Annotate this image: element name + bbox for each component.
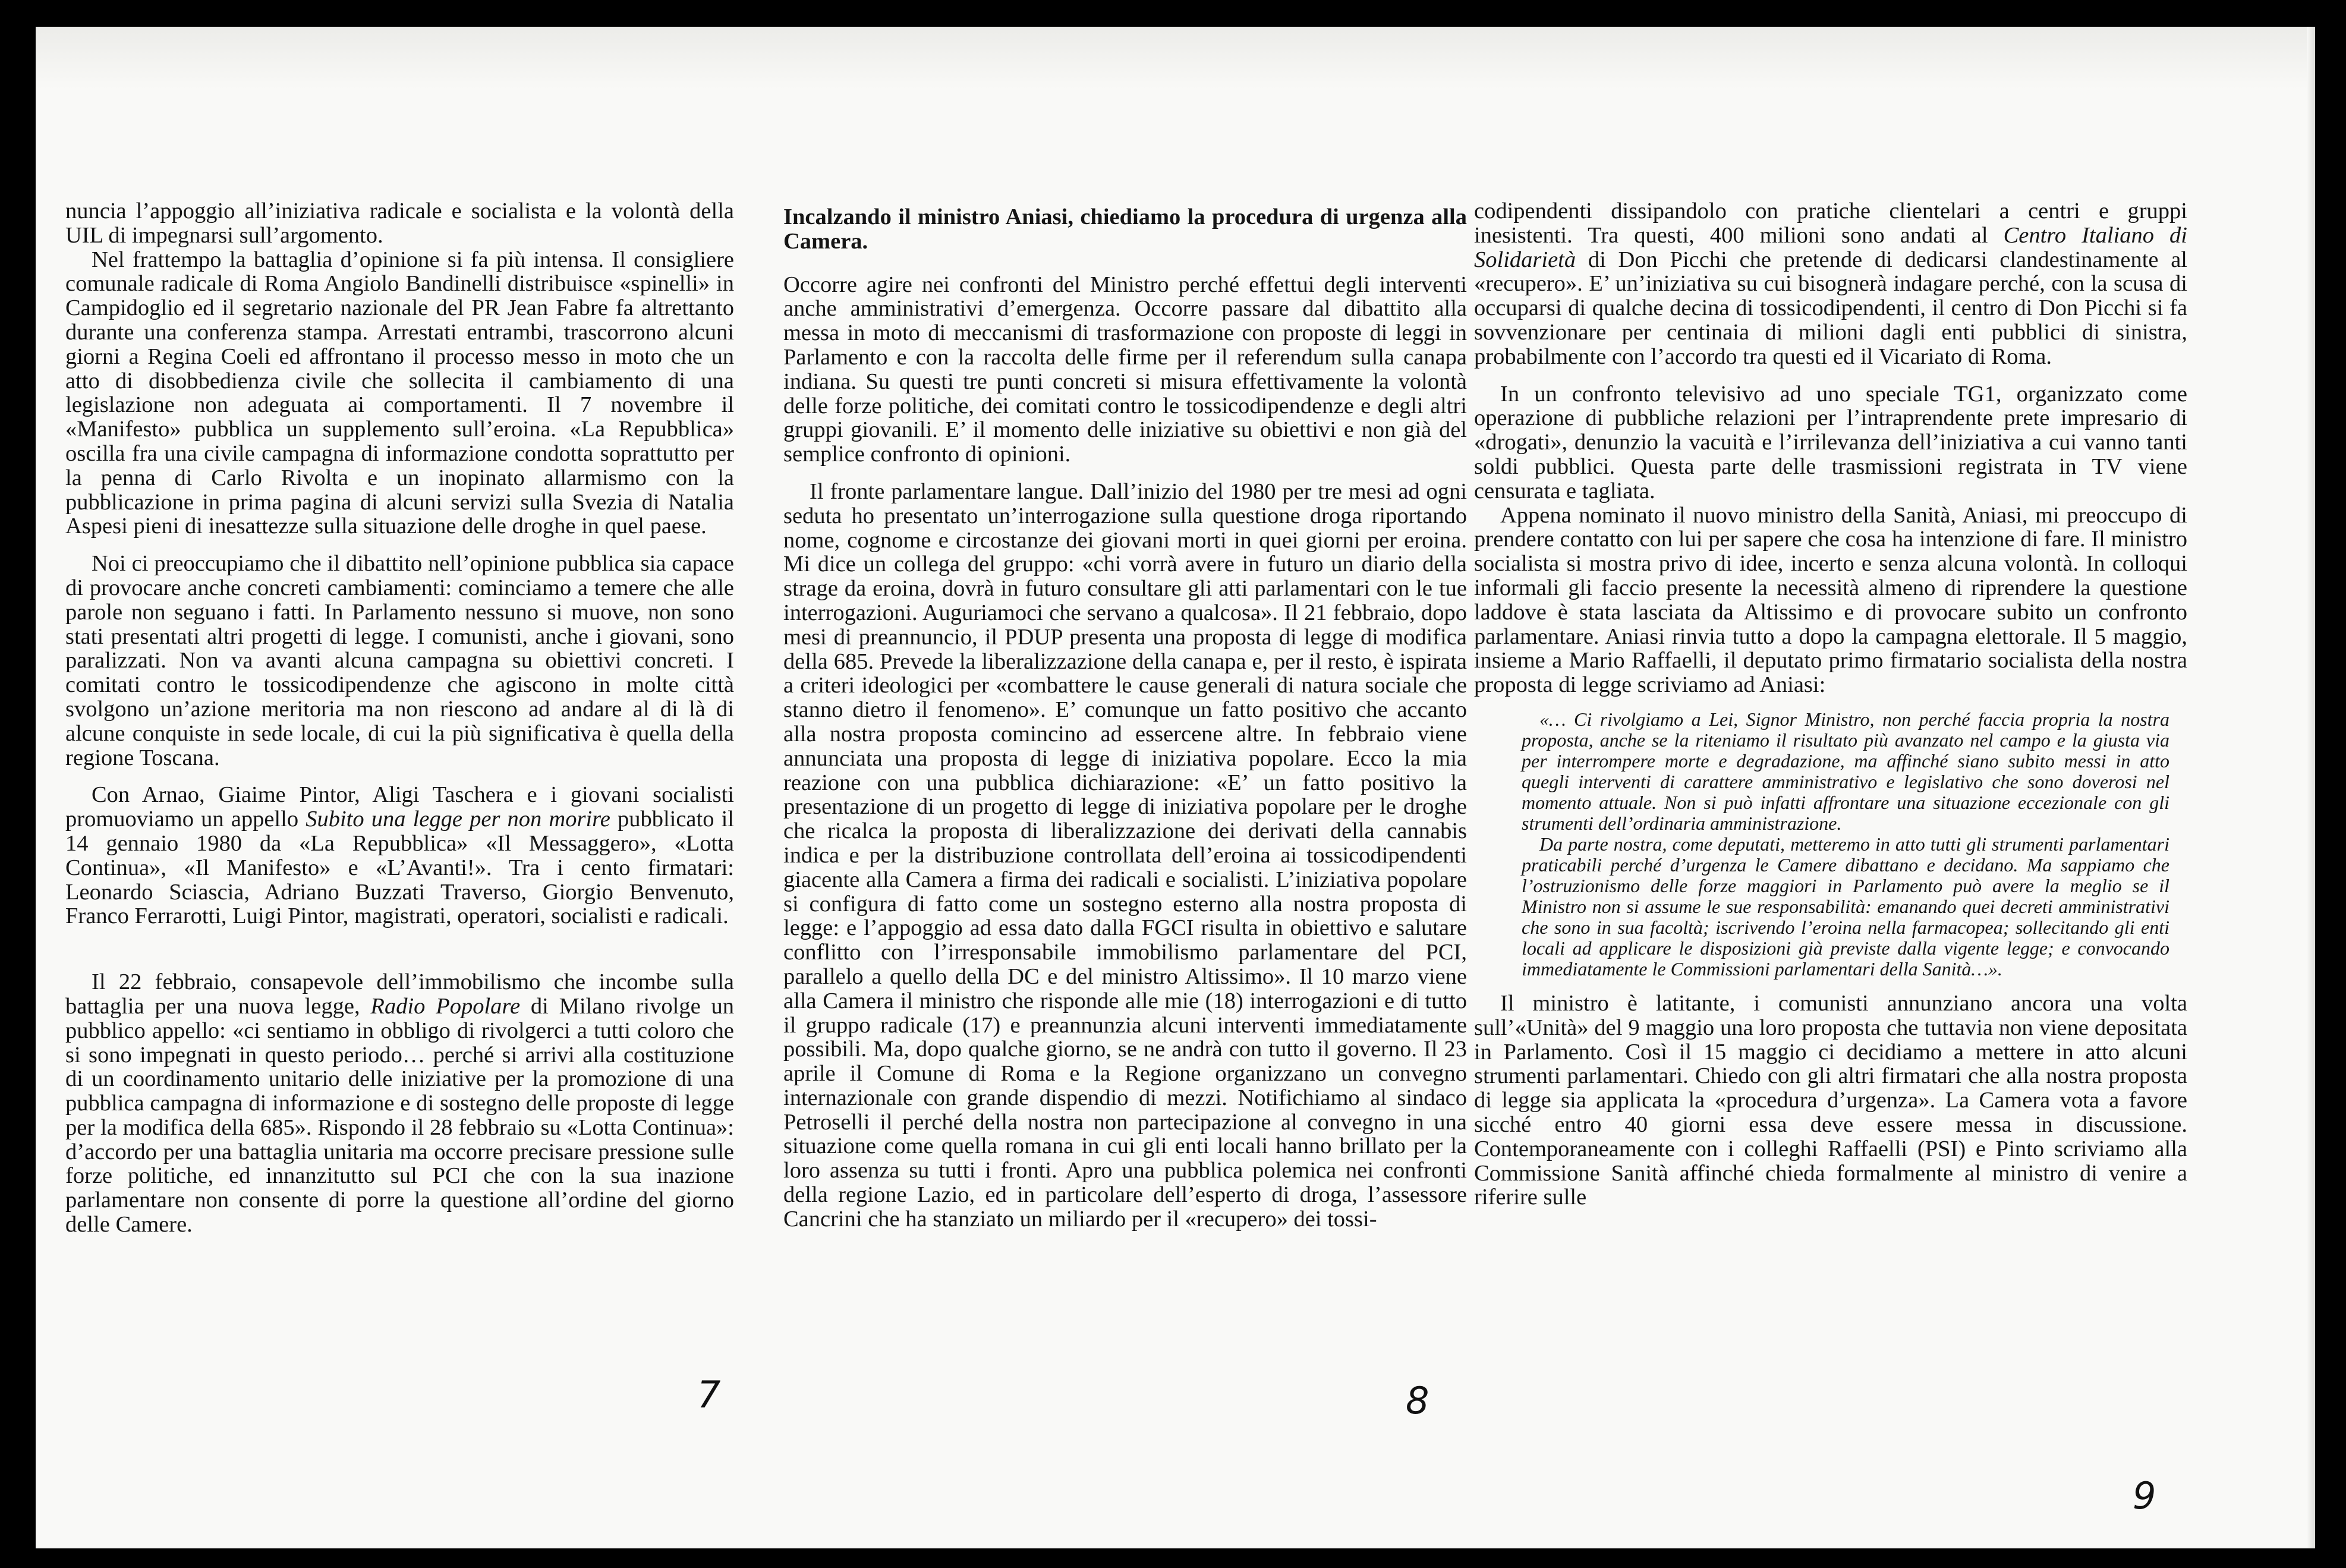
text-run: di Don Picchi che pretende di dedicarsi clandestinamente al «recupero». E’ un’iniziativa su cui bisognerà indagare perché, con la scusa di occuparsi di qualche decina di tossicodipendenti, il centro di Don Picchi si fa sovvenzionare per centinaia di milioni dagli enti pubblici di sinistra, probabilmente con l’accordo tra questi ed il Vicariato di Roma. (1474, 247, 2187, 369)
paragraph (65, 970, 734, 1237)
page-number-8: 8 (1406, 1379, 1429, 1422)
paragraph: Nel frattempo la battaglia d’opinione si fa più intensa. Il consigliere comunale radicale di Roma Angiolo Bandinelli distribuisce «spinelli» in Campidoglio ed il segretario nazionale del PR Jean Fabre fa altrettanto durante una conferenza stampa. Arrestati entrambi, trascorrono alcuni giorni a Regina Coeli ed affrontano il processo messo in moto che un atto di disobbedienza civile che sollecita il cambiamento di una legislazione non adeguata ai comportamenti. Il 7 novembre il «Manifesto» pubblica un supplemento sull’eroina. «La Repubblica» oscilla fra una civile campagna di informazione condotta soprattutto per la penna di Carlo Rivolta e un inopinato allarmismo con la pubblicazione in prima pagina di alcuni servizi sulla Svezia di Natalia Aspesi pieni di inesattezze sulla situazione delle droghe in quel paese. (65, 247, 734, 539)
page-number-7: 7 (697, 1373, 721, 1416)
section-heading: Incalzando il ministro Aniasi, chiediamo la procedura di urgenza alla Camera. (783, 204, 1467, 254)
radio-name: Radio Popolare (370, 993, 521, 1019)
paragraph: In un confronto televisivo ad uno speciale TG1, organizzato come operazione di pubbliche relazioni per l’intraprendente prete impresario di «drogati», denunzio la vacuità e l’irrilevanza dell’iniziativa a cui vanno tanti soldi pubblici. Questa parte delle trasmissioni registrata in TV viene censurata e tagliata. (1474, 381, 2187, 503)
paragraph (1474, 199, 2187, 369)
paragraph: Occorre agire nei confronti del Ministro perché effettui degli interventi anche amministrativi d’emergenza. Occorre passare dal dibattito alla messa in moto di meccanismi di trasformazione con proposte di leggi in Parlamento e con la raccolta delle firme per il referendum sulla canapa indiana. Su questi tre punti concreti si misura effettivamente la volontà delle forze politiche, dei comitati contro le tossicodipendenze e degli altri gruppi giovanili. E’ il momento delle iniziative su obiettivi e non già del semplice confronto di opinioni. (783, 272, 1467, 467)
text-run: Con Arnao, Giaime Pintor, Aligi Taschera e i giovani socialisti promuoviamo un appello (65, 782, 734, 832)
text-run: Il 22 febbraio, consapevole dell’immobilismo che incombe sulla battaglia per una nuova legge, (65, 969, 734, 1019)
paragraph: nuncia l’appoggio all’iniziativa radicale e socialista e la volontà della UIL di impegnarsi sull’argomento. (65, 199, 734, 248)
quote-paragraph: Da parte nostra, come deputati, metteremo in atto tutti gli strumenti parlamentari praticabili perché d’urgenza le Camere dibattano e decidano. Ma sappiamo che l’ostruzionismo delle forze maggiori in Parlamento può avere la meglio se il Ministro non si assume le sue responsabilità: emanando quei decreti amministrativi che sono in sua facoltà; iscrivendo l’eroina nella farmacopea; sollecitando gli enti locali ad applicare le disposizioni già previste dalla vigente legge; e convocando immediatamente le Commissioni parlamentari della Sanità…». (1522, 833, 2169, 980)
page-edge-shadow (2307, 27, 2315, 1548)
paragraph: Noi ci preoccupiamo che il dibattito nell’opinione pubblica sia capace di provocare anche concreti cambiamenti: cominciamo a temere che alle parole non seguano i fatti. In Parlamento nessuno si muove, non sono stati presentati altri progetti di legge. I comunisti, anche i giovani, sono paralizzati. Non va avanti alcuna campagna su obiettivi concreti. I comitati contro le tossicodipendenze che agiscono in molte città svolgono un’azione meritoria ma non riescono ad andare al di là di alcune conquiste in sede locale, di cui la più significativa è quella della regione Toscana. (65, 551, 734, 770)
paragraph: Il fronte parlamentare langue. Dall’inizio del 1980 per tre mesi ad ogni seduta ho presentato un’interrogazione sulla questione droga riportando nome, cognome e circostanze dei giovani morti in quei giorni per eroina. Mi dice un collega del gruppo: «chi vorrà avere in futuro un diario della strage da eroina, dovrà in futuro consultare gli atti parlamentari con le tue interrogazioni. Auguriamoci che servano a qualcosa». Il 21 febbraio, dopo mesi di preannuncio, il PDUP presenta una proposta di legge di modifica della 685. Prevede la liberalizzazione della canapa e, per il resto, è ispirata a criteri ideologici per «combattere le cause generali di natura sociale che stanno dietro il fenomeno». E’ comunque un fatto positivo che accanto alla nostra proposta comincino ad essercene altre. In febbraio viene annunciata una proposta di legge di iniziativa popolare. Ecco la mia reazione con una pubblica dichiarazione: «E’ un fatto positivo la presentazione di un progetto di legge di iniziativa popolare per le droghe che ricalca la proposta di liberalizzazione dei derivati della cannabis indica e per la distribuzione controllata dell’eroina ai tossicodipendenti giacente alla Camera a firma dei radicali e socialisti. L’iniziativa popolare si configura di fatto come un sostegno esterno alla nostra proposta di legge: e l’appoggio ad essa dato dalla FGCI risulta in obiettivo e salutare conflitto con l’irresponsabile immobilismo parlamentare del PCI, parallelo a quello della DC e del ministro Altissimo». Il 10 marzo viene alla Camera il ministro che risponde alle mie (18) interrogazioni e di tutto il gruppo radicale (17) e preannunzia alcuni interventi immediatamente possibili. Ma, dopo qualche giorno, se ne andrà con tutto il governo. Il 23 aprile il Comune di Roma e la Regione organizzano un convegno internazionale con grande dispendio di mezzi. Notifichiamo al sindaco Petroselli il perché della nostra non partecipazione al convegno in una situazione come quella romana in cui gli enti locali hanno brillato per la loro assenza su tutti i fronti. Apro una pubblica polemica nei confronti della regione Lazio, ed in particolare dell’esperto di droga, l’assessore Cancrini che ha stanziato un miliardo per il «recupero» dei tossi- (783, 478, 1467, 1232)
column-middle (783, 205, 1467, 1232)
text-run: codipendenti dissipandolo con pratiche clientelari a centri e gruppi inesistenti. Tra questi, 400 milioni sono andati al (1474, 199, 2187, 248)
text-run: di Milano rivolge un pubblico appello: «ci sentiamo in obbligo di rivolgerci a tutti coloro che si sono impegnati in questo periodo… perché si arrivi alla costituzione di un coordinamento unitario delle iniziative per la promozione di una pubblica campagna di informazione e di sostegno delle proposte di legge per la modifica della 685». Rispondo il 28 febbraio su «Lotta Continua»: d’accordo per una battaglia unitaria ma occorre precisare pressione sulle forze politiche, ed innanzitutto sul PCI che con la sua inazione parlamentare non consente di porre la questione all’ordine del giorno delle Camere. (65, 993, 734, 1238)
paragraph: Il ministro è latitante, i comunisti annunziano ancora una volta sull’«Unità» del 9 maggio una loro proposta che tuttavia non viene depositata in Parlamento. Così il 15 maggio ci decidiamo a mettere in atto alcuni strumenti parlamentari. Chiedo con gli altri firmatari che alla nostra proposta di legge sia applicata la «procedura d’urgenza». La Camera vota a favore sicché entro 40 giorni essa deve essere messa in discussione. Contemporaneamente con i colleghi Raffaelli (PSI) e Pinto scriviamo alla Commissione Sanità affinché chieda formalmente al ministro di venire a riferire sulle (1474, 990, 2187, 1210)
appeal-title: Subito una legge per non morire (306, 807, 610, 832)
paragraph (65, 783, 734, 928)
text-run: pubblicato il 14 gennaio 1980 da «La Repubblica» «Il Messaggero», «Lotta Continua», «Il Manifesto» e «L’Avanti!». Tra i cento firmatari: Leonardo Sciascia, Adriano Buzzati Traverso, Giorgio Benvenuto, Franco Ferrarotti, Luigi Pintor, magistrati, operatori, socialisti e radicali. (65, 807, 734, 929)
column-left (65, 199, 734, 1237)
scanned-page (36, 27, 2315, 1548)
page-number-9: 9 (2133, 1474, 2156, 1517)
letter-quote (1522, 709, 2169, 980)
quote-paragraph: «… Ci rivolgiamo a Lei, Signor Ministro, non perché faccia propria la nostra proposta, anche se la riteniamo il risultato più avanzato nel campo e la giusta via per interrompere morte e degradazione, ma affinché siano subito messi in atto quegli interventi di carattere amministrativo e legislativo che sono doverosi nel momento attuale. Non si può infatti affrontare una situazione eccezionale con gli strumenti dell’ordinaria amministrazione. (1522, 708, 2169, 834)
centro-name: Centro Italiano di Solidarietà (1474, 222, 2188, 272)
column-right (1474, 199, 2187, 1210)
paragraph: Appena nominato il nuovo ministro della Sanità, Aniasi, mi preoccupo di prendere contatto con lui per sapere che cosa ha intenzione di fare. Il ministro socialista si mostra privo di idee, incerto e senza alcuna volontà. In colloqui informali gli faccio presente la necessità almeno di riprendere la questione laddove è stata lasciata da Altissimo e di provocare subito un confronto parlamentare. Aniasi rinvia tutto a dopo la campagna elettorale. Il 5 maggio, insieme a Mario Raffaelli, il deputato primo firmatario socialista della nostra proposta di legge scriviamo ad Aniasi: (1474, 502, 2187, 698)
